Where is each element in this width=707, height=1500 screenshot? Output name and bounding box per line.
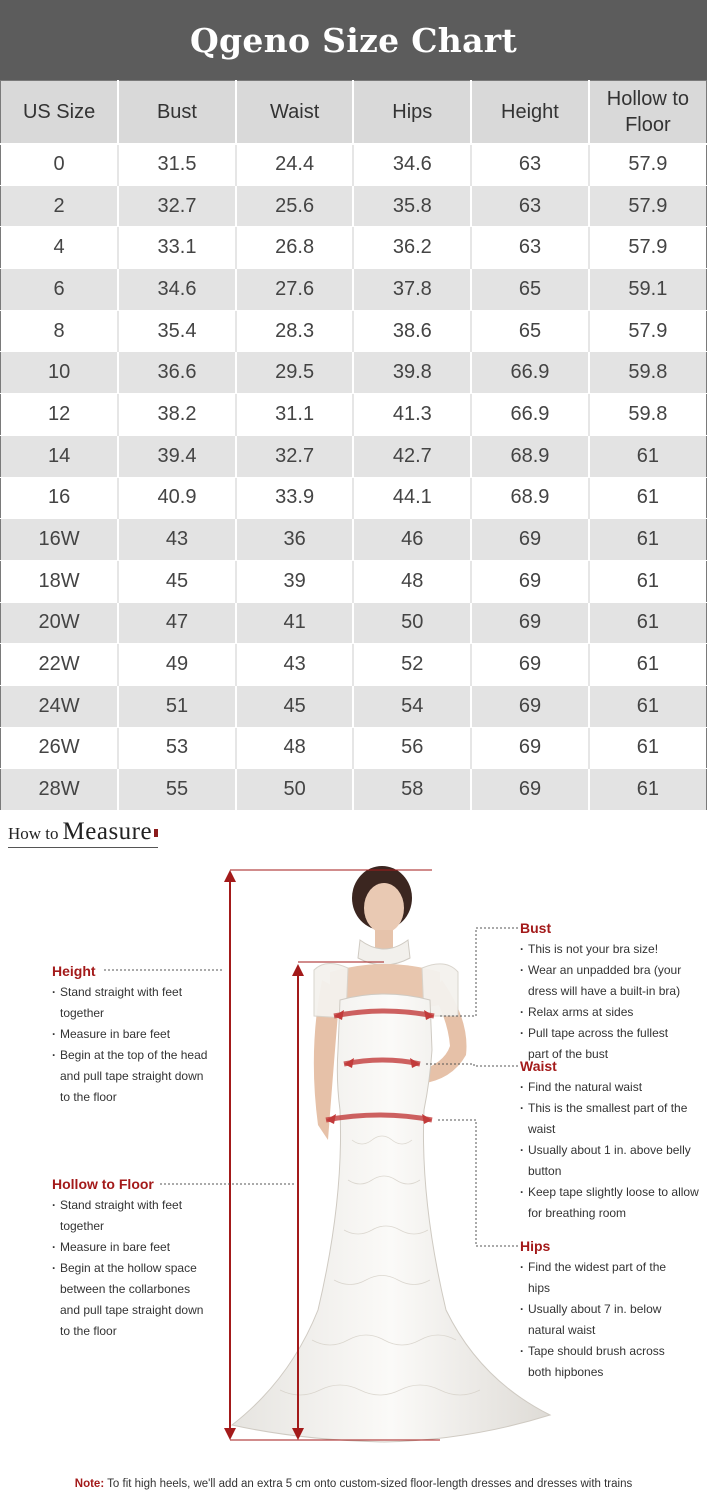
table-body bbox=[1, 144, 707, 811]
callout-item: together bbox=[60, 1219, 105, 1233]
cell-us-size: 4 bbox=[1, 227, 119, 269]
cell-hollow-to-floor: 61 bbox=[589, 435, 707, 477]
callout-item: · Measure in bare feet bbox=[52, 1024, 227, 1045]
how-to-text: How to bbox=[8, 824, 59, 843]
header-hollow-to-floor: Hollow to Floor bbox=[589, 81, 707, 144]
cell-hollow-to-floor: 57.9 bbox=[589, 185, 707, 227]
cell-bust: 38.2 bbox=[118, 394, 236, 436]
callout-item: hips bbox=[528, 1281, 551, 1295]
page-title: Qgeno Size Chart bbox=[190, 20, 517, 60]
cell-hollow-to-floor: 57.9 bbox=[589, 310, 707, 352]
cell-bust: 51 bbox=[118, 685, 236, 727]
callout-height bbox=[52, 962, 227, 1108]
callout-height-list bbox=[52, 982, 227, 1108]
cell-bust: 39.4 bbox=[118, 435, 236, 477]
cell-waist: 39 bbox=[236, 560, 354, 602]
table-row bbox=[1, 394, 707, 436]
callout-item: both hipbones bbox=[528, 1365, 604, 1379]
cell-us-size: 24W bbox=[1, 685, 119, 727]
cell-height: 69 bbox=[471, 685, 589, 727]
cell-waist: 26.8 bbox=[236, 227, 354, 269]
table-row bbox=[1, 144, 707, 186]
cell-hips: 38.6 bbox=[353, 310, 471, 352]
cell-hips: 46 bbox=[353, 519, 471, 561]
callout-bust-title: Bust bbox=[520, 920, 552, 936]
cell-waist: 28.3 bbox=[236, 310, 354, 352]
cell-us-size: 18W bbox=[1, 560, 119, 602]
cell-us-size: 8 bbox=[1, 310, 119, 352]
cell-bust: 40.9 bbox=[118, 477, 236, 519]
cell-waist: 25.6 bbox=[236, 185, 354, 227]
callout-item: dress will have a built-in bra) bbox=[528, 984, 681, 998]
table-row bbox=[1, 435, 707, 477]
cell-hollow-to-floor: 61 bbox=[589, 769, 707, 811]
cell-waist: 27.6 bbox=[236, 269, 354, 311]
table-row bbox=[1, 644, 707, 686]
cell-hips: 52 bbox=[353, 644, 471, 686]
cell-us-size: 0 bbox=[1, 144, 119, 186]
cell-bust: 55 bbox=[118, 769, 236, 811]
callout-item: waist bbox=[528, 1122, 556, 1136]
table-row bbox=[1, 519, 707, 561]
title-bar bbox=[0, 0, 707, 80]
table-row bbox=[1, 477, 707, 519]
cell-hips: 35.8 bbox=[353, 185, 471, 227]
cell-height: 65 bbox=[471, 269, 589, 311]
callout-item: · Stand straight with feet bbox=[52, 982, 227, 1003]
cell-height: 65 bbox=[471, 310, 589, 352]
cell-hollow-to-floor: 61 bbox=[589, 560, 707, 602]
cell-hips: 54 bbox=[353, 685, 471, 727]
cell-hips: 37.8 bbox=[353, 269, 471, 311]
callout-item: to the floor bbox=[60, 1090, 117, 1104]
cell-hips: 34.6 bbox=[353, 144, 471, 186]
cell-height: 69 bbox=[471, 727, 589, 769]
cell-height: 69 bbox=[471, 519, 589, 561]
callout-item: · Relax arms at sides bbox=[520, 1002, 705, 1023]
cell-us-size: 10 bbox=[1, 352, 119, 394]
callout-item: to the floor bbox=[60, 1324, 117, 1338]
cell-bust: 34.6 bbox=[118, 269, 236, 311]
callout-hips-list bbox=[520, 1257, 705, 1383]
table-row bbox=[1, 727, 707, 769]
cell-hips: 42.7 bbox=[353, 435, 471, 477]
heading-mark bbox=[154, 829, 158, 837]
cell-us-size: 16 bbox=[1, 477, 119, 519]
cell-us-size: 28W bbox=[1, 769, 119, 811]
size-table bbox=[0, 80, 707, 811]
callout-hips bbox=[520, 1237, 705, 1383]
cell-hips: 58 bbox=[353, 769, 471, 811]
cell-hips: 39.8 bbox=[353, 352, 471, 394]
cell-waist: 36 bbox=[236, 519, 354, 561]
cell-us-size: 6 bbox=[1, 269, 119, 311]
table-row bbox=[1, 310, 707, 352]
table-row bbox=[1, 269, 707, 311]
cell-hollow-to-floor: 59.8 bbox=[589, 394, 707, 436]
cell-height: 66.9 bbox=[471, 394, 589, 436]
cell-us-size: 20W bbox=[1, 602, 119, 644]
callout-item: · Begin at the top of the head bbox=[52, 1045, 227, 1066]
cell-height: 63 bbox=[471, 185, 589, 227]
cell-height: 63 bbox=[471, 227, 589, 269]
cell-hips: 41.3 bbox=[353, 394, 471, 436]
table-header-row bbox=[1, 81, 707, 144]
cell-height: 68.9 bbox=[471, 435, 589, 477]
cell-height: 66.9 bbox=[471, 352, 589, 394]
table-row bbox=[1, 685, 707, 727]
table-row bbox=[1, 560, 707, 602]
cell-hollow-to-floor: 61 bbox=[589, 685, 707, 727]
callout-hips-title: Hips bbox=[520, 1238, 551, 1254]
callout-item: · Wear an unpadded bra (your bbox=[520, 960, 705, 981]
cell-waist: 41 bbox=[236, 602, 354, 644]
cell-waist: 32.7 bbox=[236, 435, 354, 477]
header-us-size: US Size bbox=[1, 81, 119, 144]
callout-item: and pull tape straight down bbox=[60, 1303, 204, 1317]
cell-hollow-to-floor: 61 bbox=[589, 602, 707, 644]
cell-waist: 33.9 bbox=[236, 477, 354, 519]
cell-hollow-to-floor: 61 bbox=[589, 644, 707, 686]
cell-hollow-to-floor: 61 bbox=[589, 519, 707, 561]
callout-item: · Measure in bare feet bbox=[52, 1237, 227, 1258]
cell-bust: 36.6 bbox=[118, 352, 236, 394]
callout-item: button bbox=[528, 1164, 562, 1178]
cell-height: 68.9 bbox=[471, 477, 589, 519]
header-height: Height bbox=[471, 81, 589, 144]
cell-waist: 29.5 bbox=[236, 352, 354, 394]
cell-hips: 44.1 bbox=[353, 477, 471, 519]
callout-waist-list bbox=[520, 1077, 705, 1224]
callout-height-title: Height bbox=[52, 963, 96, 979]
callout-waist-title: Waist bbox=[520, 1058, 557, 1074]
cell-us-size: 14 bbox=[1, 435, 119, 477]
cell-hips: 56 bbox=[353, 727, 471, 769]
cell-hips: 36.2 bbox=[353, 227, 471, 269]
cell-height: 69 bbox=[471, 602, 589, 644]
header-hips: Hips bbox=[353, 81, 471, 144]
callout-bust bbox=[520, 919, 705, 1065]
cell-waist: 43 bbox=[236, 644, 354, 686]
table-row bbox=[1, 227, 707, 269]
cell-height: 69 bbox=[471, 644, 589, 686]
cell-us-size: 12 bbox=[1, 394, 119, 436]
callout-hollow bbox=[52, 1175, 227, 1342]
callout-item: part of the bust bbox=[528, 1047, 609, 1061]
callout-item: · This is the smallest part of the bbox=[520, 1098, 705, 1119]
callout-item: · Tape should brush across bbox=[520, 1341, 705, 1362]
cell-height: 63 bbox=[471, 144, 589, 186]
callout-waist bbox=[520, 1057, 705, 1224]
cell-hollow-to-floor: 61 bbox=[589, 477, 707, 519]
cell-waist: 50 bbox=[236, 769, 354, 811]
callout-item: and pull tape straight down bbox=[60, 1069, 204, 1083]
cell-us-size: 2 bbox=[1, 185, 119, 227]
cell-bust: 35.4 bbox=[118, 310, 236, 352]
callout-item: between the collarbones bbox=[60, 1282, 191, 1296]
cell-waist: 31.1 bbox=[236, 394, 354, 436]
callout-item: · Begin at the hollow space bbox=[52, 1258, 227, 1279]
cell-us-size: 26W bbox=[1, 727, 119, 769]
table-row bbox=[1, 352, 707, 394]
cell-bust: 33.1 bbox=[118, 227, 236, 269]
cell-waist: 48 bbox=[236, 727, 354, 769]
callout-item: · Usually about 1 in. above belly bbox=[520, 1140, 705, 1161]
cell-hollow-to-floor: 57.9 bbox=[589, 144, 707, 186]
note-label: Note: bbox=[74, 1478, 105, 1490]
cell-hips: 50 bbox=[353, 602, 471, 644]
cell-bust: 45 bbox=[118, 560, 236, 602]
cell-height: 69 bbox=[471, 560, 589, 602]
callout-item: · Keep tape slightly loose to allow bbox=[520, 1182, 705, 1203]
callout-item: · Pull tape across the fullest bbox=[520, 1023, 705, 1044]
callout-hollow-title: Hollow to Floor bbox=[52, 1176, 154, 1192]
cell-waist: 45 bbox=[236, 685, 354, 727]
cell-hollow-to-floor: 57.9 bbox=[589, 227, 707, 269]
cell-us-size: 22W bbox=[1, 644, 119, 686]
callout-item: · Find the natural waist bbox=[520, 1077, 705, 1098]
cell-bust: 49 bbox=[118, 644, 236, 686]
measure-text: Measure bbox=[62, 818, 153, 845]
callout-item: together bbox=[60, 1006, 105, 1020]
cell-hips: 48 bbox=[353, 560, 471, 602]
face-shape bbox=[364, 883, 404, 933]
cell-us-size: 16W bbox=[1, 519, 119, 561]
footer-note bbox=[0, 1478, 707, 1490]
cell-bust: 43 bbox=[118, 519, 236, 561]
callout-item: · This is not your bra size! bbox=[520, 939, 705, 960]
cell-bust: 32.7 bbox=[118, 185, 236, 227]
cell-hollow-to-floor: 61 bbox=[589, 727, 707, 769]
cell-waist: 24.4 bbox=[236, 144, 354, 186]
callout-item: · Find the widest part of the bbox=[520, 1257, 705, 1278]
callout-item: for breathing room bbox=[528, 1206, 627, 1220]
table-row bbox=[1, 602, 707, 644]
header-bust: Bust bbox=[118, 81, 236, 144]
cell-bust: 31.5 bbox=[118, 144, 236, 186]
callout-item: natural waist bbox=[528, 1323, 596, 1337]
table-row bbox=[1, 185, 707, 227]
cell-bust: 53 bbox=[118, 727, 236, 769]
note-text: To fit high heels, we'll add an extra 5 cm onto custom-sized floor-length dresses and dresses with trains bbox=[107, 1478, 633, 1490]
cell-height: 69 bbox=[471, 769, 589, 811]
callout-bust-list bbox=[520, 939, 705, 1065]
header-waist: Waist bbox=[236, 81, 354, 144]
model-figure bbox=[232, 866, 550, 1442]
table-row bbox=[1, 769, 707, 811]
cell-bust: 47 bbox=[118, 602, 236, 644]
cell-hollow-to-floor: 59.8 bbox=[589, 352, 707, 394]
cell-hollow-to-floor: 59.1 bbox=[589, 269, 707, 311]
callout-item: · Usually about 7 in. below bbox=[520, 1299, 705, 1320]
callout-hollow-list bbox=[52, 1195, 227, 1342]
callout-item: · Stand straight with feet bbox=[52, 1195, 227, 1216]
